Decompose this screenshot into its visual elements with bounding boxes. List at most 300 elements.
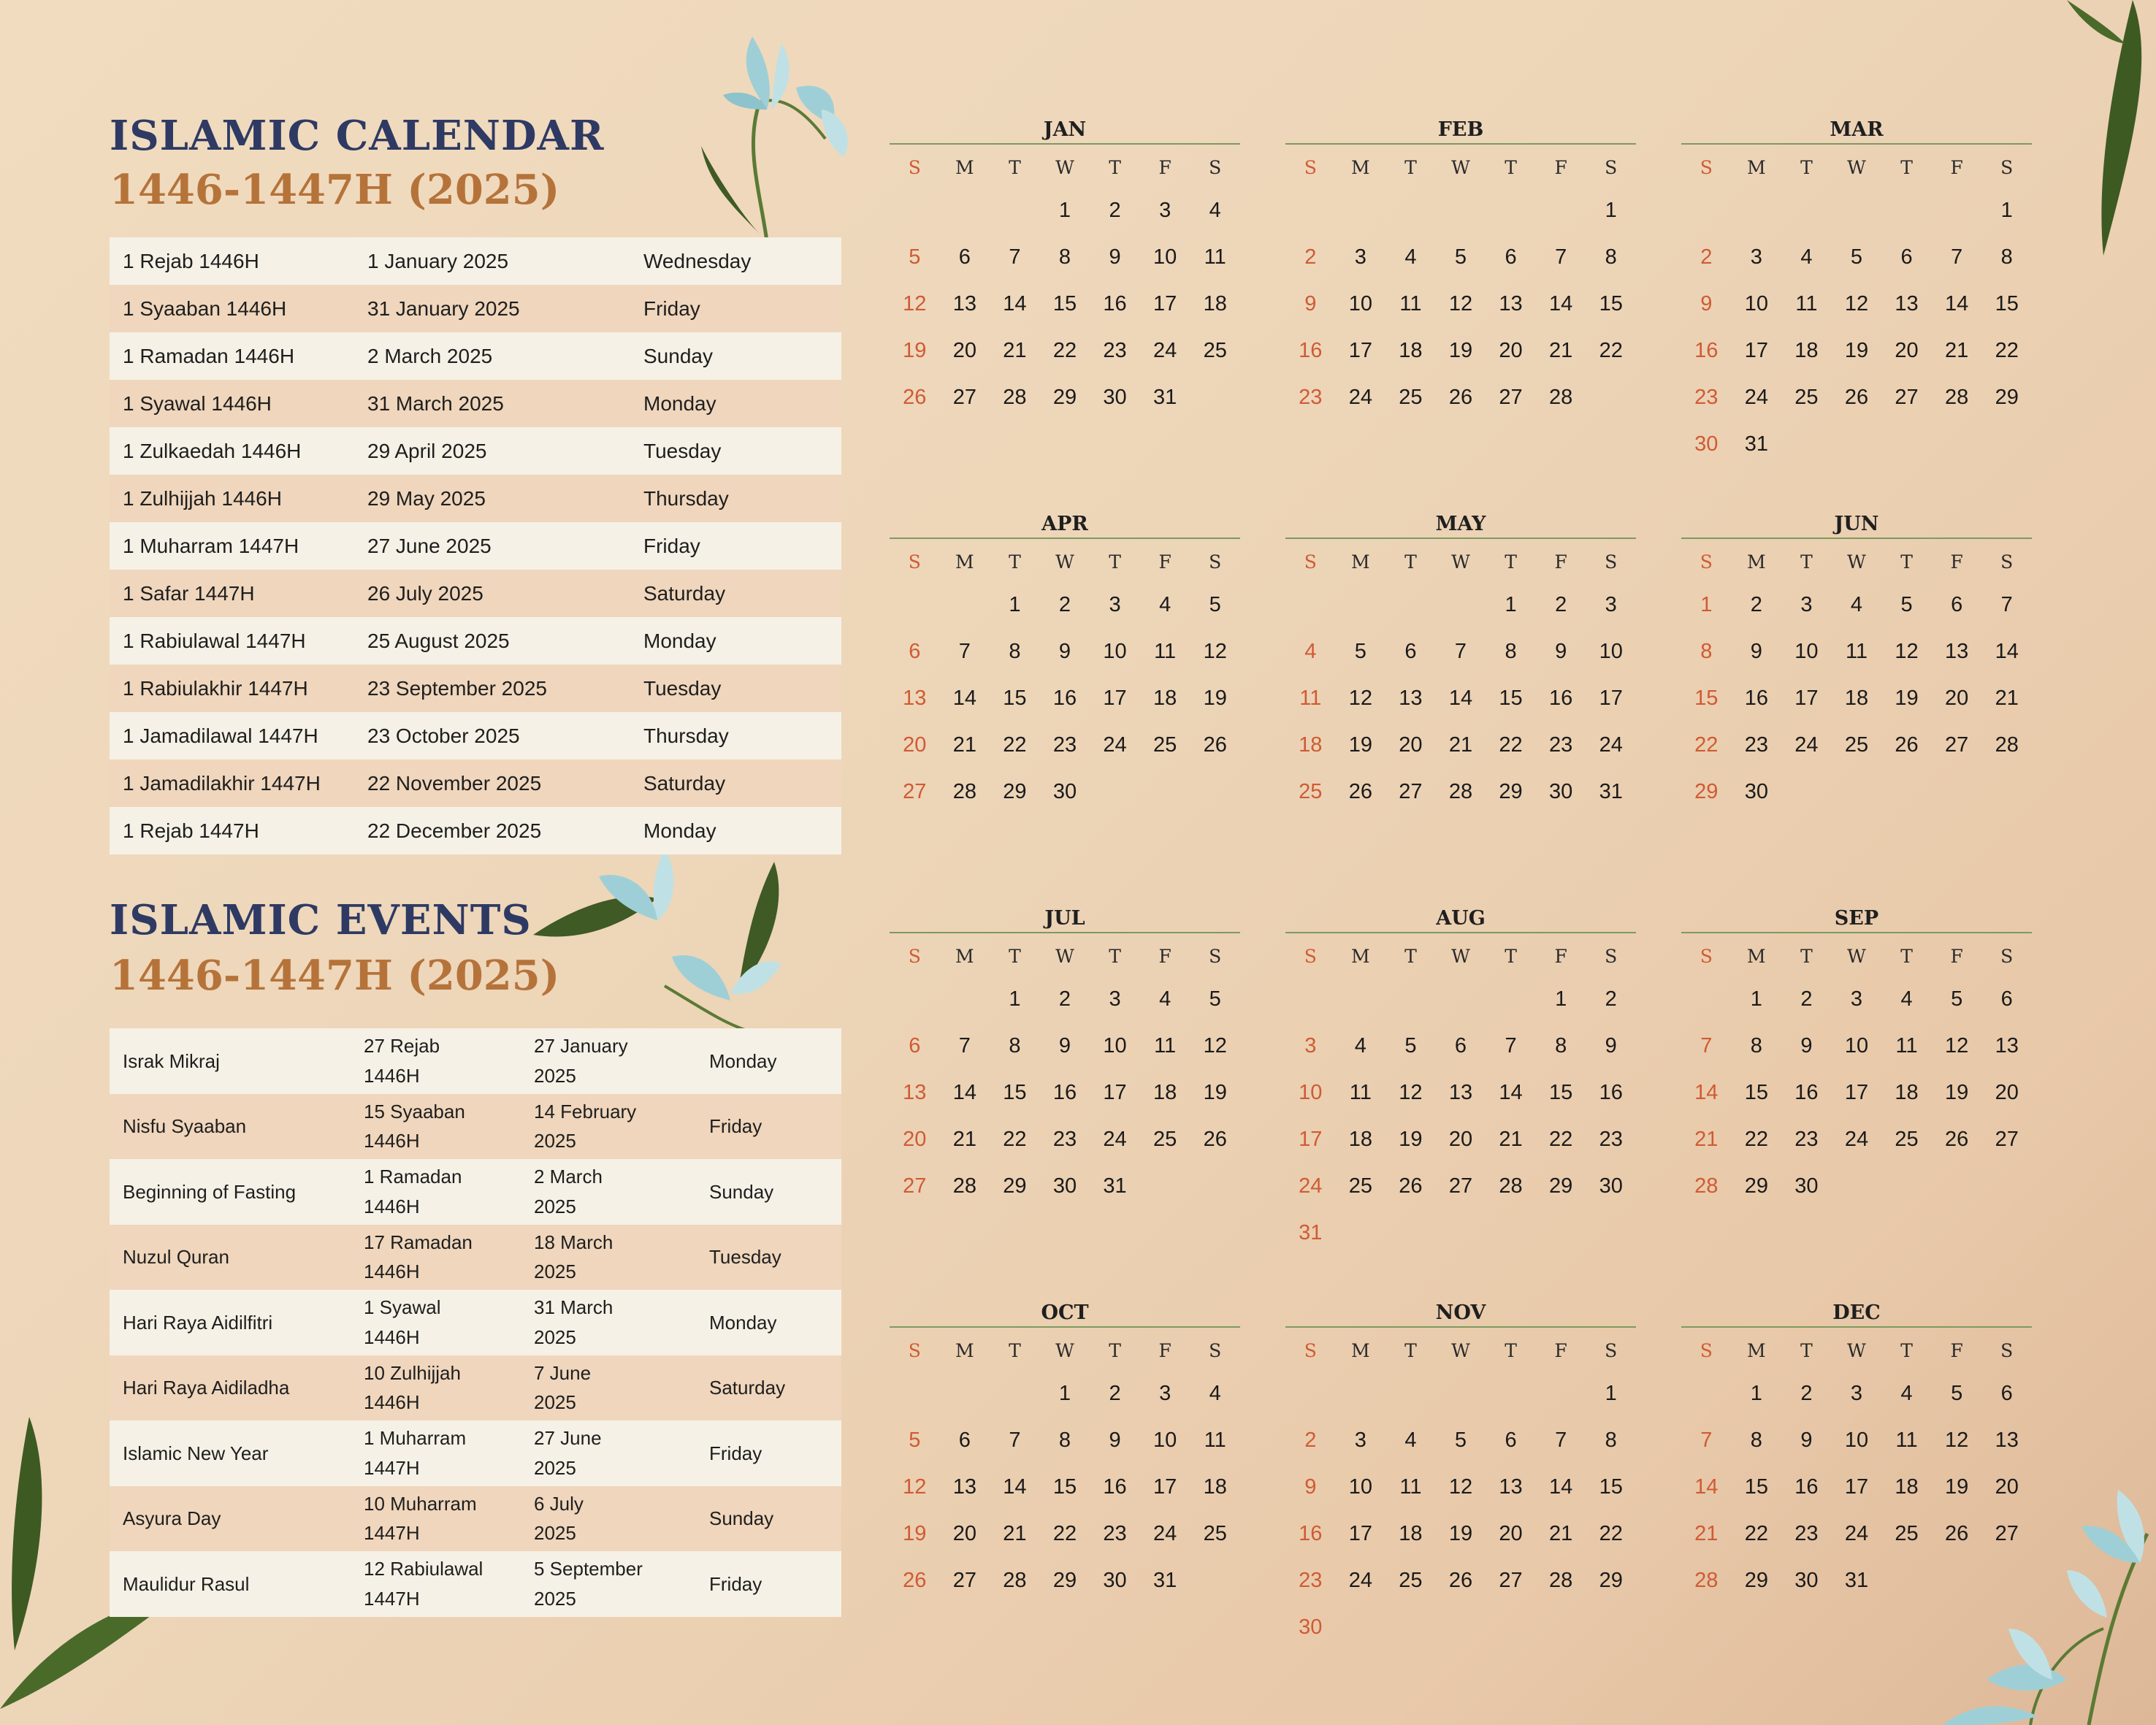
gregorian-date-cell: 29 April 2025 [367, 439, 487, 462]
day-cell: 7 [2000, 593, 2013, 616]
empty-day-cell [990, 1370, 1040, 1417]
day-cell: 11 [1349, 1081, 1372, 1104]
day-cell: 27 [1499, 386, 1523, 409]
day-cell: 2 [1800, 987, 1813, 1011]
day-cell: 31 [1103, 1174, 1127, 1198]
day-cell: 20 [1895, 339, 1919, 362]
day-cell: 21 [1549, 1522, 1573, 1545]
day-cell: 11 [1154, 1034, 1177, 1057]
day-cell: 10 [1103, 640, 1127, 663]
weekday-label: W [1451, 946, 1470, 967]
day-cell: 18 [1399, 1522, 1423, 1545]
week-row [1285, 1116, 1636, 1163]
weekday-label: S [2000, 157, 2014, 178]
weekday-label: T [1109, 551, 1121, 573]
day-cell: 14 [1694, 1081, 1719, 1104]
day-cell: 26 [1448, 1569, 1473, 1592]
empty-day-cell [1486, 187, 1536, 234]
day-cell: 15 [1003, 686, 1027, 710]
day-cell: 8 [1555, 1034, 1567, 1057]
day-cell: 24 [1299, 1174, 1323, 1198]
day-cell: 16 [1794, 1475, 1819, 1499]
week-row [890, 187, 1240, 234]
day-cell: 20 [1499, 1522, 1523, 1545]
day-cell: 9 [1800, 1428, 1813, 1452]
day-cell: 26 [1203, 733, 1227, 757]
weekday-header-row [890, 149, 1240, 187]
islamic-events-table [110, 1028, 841, 1617]
week-row [1285, 234, 1636, 280]
day-cell: 31 [1744, 432, 1768, 456]
day-cell: 13 [1499, 292, 1523, 315]
day-cell: 4 [1209, 199, 1221, 222]
weekday-label: M [1351, 946, 1370, 967]
event-hijri-day-month: 1 Muharram [364, 1427, 467, 1450]
day-cell: 17 [1348, 1522, 1372, 1545]
day-cell: 10 [1348, 1475, 1372, 1499]
event-gregorian-year: 2025 [534, 1064, 576, 1087]
week-row [1681, 1417, 2032, 1464]
day-cell: 26 [1203, 1128, 1227, 1151]
day-cell: 1 [2000, 199, 2013, 222]
day-cell: 2 [1700, 245, 1713, 269]
day-cell: 16 [1794, 1081, 1819, 1104]
day-cell: 13 [1995, 1034, 2019, 1057]
table-row [110, 1355, 841, 1421]
weekday-label: S [1304, 946, 1317, 967]
weekday-label: S [2000, 551, 2014, 573]
day-cell: 27 [952, 1569, 976, 1592]
table-row [110, 427, 841, 475]
empty-day-cell [1285, 581, 1336, 628]
day-cell: 26 [1945, 1128, 1969, 1151]
day-cell: 20 [1499, 339, 1523, 362]
day-cell: 5 [1900, 593, 1913, 616]
day-cell: 12 [1348, 686, 1372, 710]
day-cell: 27 [1995, 1522, 2019, 1545]
day-cell: 26 [903, 386, 927, 409]
day-cell: 14 [952, 1081, 976, 1104]
weekday-label: T [1505, 1340, 1517, 1361]
week-row [1681, 1370, 2032, 1417]
weekday-header-row [1285, 543, 1636, 581]
weekday-label: S [1304, 157, 1317, 178]
day-cell: 28 [1995, 733, 2019, 757]
day-cell: 16 [1299, 1522, 1323, 1545]
weekday-cell: Saturday [643, 581, 726, 605]
weekday-header-row [890, 938, 1240, 976]
day-cell: 3 [1354, 1428, 1366, 1452]
event-hijri-day-month: 10 Zulhijjah [364, 1361, 461, 1384]
day-cell: 1 [1750, 1382, 1762, 1405]
day-cell: 8 [1058, 245, 1071, 269]
week-row [890, 1163, 1240, 1209]
day-cell: 28 [1945, 386, 1969, 409]
day-cell: 6 [2000, 987, 2013, 1011]
day-cell: 5 [909, 1428, 921, 1452]
weekday-label: M [1351, 551, 1370, 573]
day-cell: 25 [1299, 780, 1323, 803]
weekday-label: W [1451, 157, 1470, 178]
day-cell: 4 [1159, 987, 1171, 1011]
day-cell: 2 [1750, 593, 1762, 616]
month-name: FEB [1437, 118, 1484, 141]
weekday-label: M [955, 1340, 974, 1361]
hijri-date-cell: 1 Jamadilawal 1447H [123, 724, 318, 747]
hijri-date-cell: 1 Syawal 1446H [123, 391, 272, 415]
week-row [890, 581, 1240, 628]
empty-day-cell [1336, 1370, 1386, 1417]
day-cell: 3 [1159, 1382, 1171, 1405]
day-cell: 11 [1154, 640, 1177, 663]
day-cell: 20 [903, 733, 927, 757]
day-cell: 1 [1505, 593, 1517, 616]
gregorian-date-cell: 26 July 2025 [367, 581, 483, 605]
day-cell: 13 [952, 292, 976, 315]
day-cell: 24 [1348, 1569, 1372, 1592]
day-cell: 3 [1109, 593, 1121, 616]
day-cell: 5 [1951, 1382, 1963, 1405]
day-cell: 15 [1744, 1081, 1768, 1104]
empty-day-cell [1285, 1370, 1336, 1417]
day-cell: 11 [1204, 245, 1226, 269]
day-cell: 13 [1895, 292, 1919, 315]
day-cell: 2 [1058, 987, 1071, 1011]
weekday-label: S [2000, 1340, 2014, 1361]
day-cell: 16 [1299, 339, 1323, 362]
day-cell: 22 [1744, 1522, 1768, 1545]
day-cell: 27 [952, 386, 976, 409]
weekday-label: T [1404, 1340, 1417, 1361]
month-name: NOV [1435, 1301, 1486, 1324]
table-row [110, 522, 841, 570]
month-name: AUG [1436, 907, 1486, 930]
day-cell: 7 [958, 1034, 971, 1057]
hijri-date-cell: 1 Safar 1447H [123, 581, 255, 605]
event-name-cell: Maulidur Rasul [123, 1572, 250, 1595]
day-cell: 14 [1945, 292, 1969, 315]
day-cell: 25 [1844, 733, 1869, 757]
day-cell: 20 [952, 339, 976, 362]
weekday-label: T [1404, 551, 1417, 573]
event-hijri-year: 1446H [364, 1130, 420, 1152]
empty-day-cell [1436, 187, 1486, 234]
day-cell: 15 [1694, 686, 1719, 710]
day-cell: 25 [1203, 339, 1227, 362]
day-cell: 11 [1299, 686, 1322, 710]
gregorian-date-cell: 29 May 2025 [367, 486, 486, 510]
event-hijri-day-month: 1 Ramadan [364, 1166, 462, 1188]
week-row [890, 327, 1240, 374]
empty-day-cell [990, 187, 1040, 234]
month-jan [890, 117, 1240, 421]
day-cell: 15 [1599, 1475, 1623, 1499]
day-cell: 10 [1103, 1034, 1127, 1057]
day-cell: 16 [1052, 686, 1077, 710]
week-row [1681, 1069, 2032, 1116]
day-cell: 2 [1304, 245, 1317, 269]
weekday-label: T [1109, 157, 1121, 178]
day-cell: 24 [1103, 1128, 1127, 1151]
month-name: MAY [1435, 513, 1486, 535]
week-row [890, 675, 1240, 722]
day-cell: 21 [1995, 686, 2019, 710]
empty-day-cell [1932, 187, 1982, 234]
event-hijri-date-cell [351, 1420, 521, 1486]
week-row [890, 1464, 1240, 1510]
month-aug [1285, 906, 1636, 1256]
month-name: SEP [1834, 907, 1879, 930]
day-cell: 15 [1549, 1081, 1573, 1104]
weekday-cell: Friday [643, 297, 700, 320]
empty-day-cell [940, 581, 990, 628]
table-row [110, 1159, 841, 1225]
event-gregorian-day-month: 6 July [534, 1492, 584, 1515]
gregorian-date-cell: 1 January 2025 [367, 249, 509, 272]
day-cell: 13 [1995, 1428, 2019, 1452]
month-sep [1681, 906, 2032, 1209]
day-cell: 6 [1951, 593, 1963, 616]
empty-day-cell [1285, 976, 1336, 1022]
weekday-header-row [1285, 938, 1636, 976]
empty-day-cell [1881, 187, 1932, 234]
gregorian-date-cell: 2 March 2025 [367, 344, 493, 367]
day-cell: 5 [1850, 245, 1863, 269]
calendar-title: ISLAMIC CALENDAR [110, 112, 605, 160]
day-cell: 2 [1109, 1382, 1121, 1405]
weekday-label: T [1109, 1340, 1121, 1361]
weekday-cell: Thursday [643, 486, 729, 510]
day-cell: 18 [1203, 1475, 1227, 1499]
day-cell: 19 [903, 1522, 927, 1545]
day-cell: 12 [1399, 1081, 1423, 1104]
day-cell: 22 [1003, 1128, 1027, 1151]
month-divider [1681, 932, 2032, 933]
event-gregorian-date-cell [521, 1028, 696, 1094]
hijri-date-cell: 1 Syaaban 1446H [123, 297, 287, 320]
month-feb [1285, 117, 1636, 421]
day-cell: 25 [1153, 1128, 1177, 1151]
event-hijri-day-month: 17 Ramadan [364, 1231, 473, 1253]
weekday-label: S [1209, 1340, 1222, 1361]
weekday-label: S [1209, 551, 1222, 573]
day-cell: 5 [1404, 1034, 1417, 1057]
week-row [1681, 1510, 2032, 1557]
day-cell: 15 [1744, 1475, 1768, 1499]
day-cell: 15 [1052, 292, 1077, 315]
event-name-cell: Beginning of Fasting [123, 1180, 297, 1203]
event-hijri-day-month: 15 Syaaban [364, 1100, 465, 1122]
weekday-label: M [955, 551, 974, 573]
event-gregorian-year: 2025 [534, 1261, 576, 1283]
event-hijri-date-cell [351, 1159, 521, 1225]
day-cell: 10 [1599, 640, 1623, 663]
day-cell: 7 [1555, 245, 1567, 269]
month-dec [1681, 1300, 2032, 1604]
weekday-label: T [1800, 157, 1813, 178]
day-cell: 15 [1052, 1475, 1077, 1499]
empty-day-cell [1385, 187, 1436, 234]
day-cell: 24 [1844, 1522, 1869, 1545]
day-cell: 16 [1549, 686, 1573, 710]
empty-day-cell [940, 187, 990, 234]
empty-day-cell [1336, 187, 1386, 234]
day-cell: 21 [952, 1128, 976, 1151]
day-cell: 24 [1103, 733, 1127, 757]
day-cell: 21 [952, 733, 976, 757]
day-cell: 10 [1844, 1034, 1869, 1057]
weekday-label: T [1505, 551, 1517, 573]
weekday-label: T [1900, 946, 1913, 967]
table-row [110, 1028, 841, 1094]
weekday-label: F [1554, 946, 1567, 967]
day-cell: 28 [1499, 1174, 1523, 1198]
day-cell: 23 [1103, 339, 1127, 362]
leaf-decoration-top-right [2045, 0, 2156, 263]
day-cell: 19 [1399, 1128, 1423, 1151]
day-cell: 7 [958, 640, 971, 663]
event-gregorian-date-cell [521, 1486, 696, 1552]
week-row [1681, 628, 2032, 675]
day-cell: 25 [1895, 1128, 1919, 1151]
day-cell: 23 [1299, 1569, 1323, 1592]
day-cell: 4 [1850, 593, 1863, 616]
weekday-label: T [1505, 946, 1517, 967]
day-cell: 15 [1003, 1081, 1027, 1104]
weekday-label: F [1950, 1340, 1963, 1361]
day-cell: 16 [1103, 1475, 1127, 1499]
day-cell: 30 [1549, 780, 1573, 803]
month-apr [890, 511, 1240, 815]
weekday-label: F [1950, 551, 1963, 573]
event-name-cell: Asyura Day [123, 1507, 221, 1530]
day-cell: 30 [1103, 386, 1127, 409]
day-cell: 10 [1844, 1428, 1869, 1452]
empty-day-cell [1832, 187, 1882, 234]
day-cell: 27 [903, 1174, 927, 1198]
week-row [1681, 976, 2032, 1022]
day-cell: 16 [1599, 1081, 1623, 1104]
day-cell: 23 [1599, 1128, 1623, 1151]
day-cell: 5 [1454, 245, 1467, 269]
day-cell: 14 [1448, 686, 1473, 710]
day-cell: 1 [1009, 987, 1021, 1011]
month-name: JUN [1834, 513, 1879, 535]
day-cell: 16 [1694, 339, 1719, 362]
day-cell: 29 [1003, 1174, 1027, 1198]
day-cell: 3 [1850, 987, 1863, 1011]
month-divider [890, 932, 1240, 933]
month-name: OCT [1041, 1301, 1089, 1324]
event-hijri-date-cell [351, 1028, 521, 1094]
event-weekday-cell: Friday [709, 1572, 762, 1595]
day-cell: 11 [1795, 292, 1818, 315]
day-cell: 17 [1744, 339, 1768, 362]
empty-day-cell [890, 187, 940, 234]
weekday-label: S [1605, 157, 1618, 178]
weekday-label: M [1747, 1340, 1766, 1361]
day-cell: 9 [1304, 1475, 1317, 1499]
day-cell: 9 [1058, 640, 1071, 663]
day-cell: 29 [1052, 1569, 1077, 1592]
day-cell: 28 [1448, 780, 1473, 803]
empty-day-cell [890, 976, 940, 1022]
week-row [1285, 1069, 1636, 1116]
weekday-label: S [2000, 946, 2014, 967]
day-cell: 14 [1694, 1475, 1719, 1499]
day-cell: 4 [1159, 593, 1171, 616]
empty-day-cell [940, 1370, 990, 1417]
day-cell: 13 [903, 686, 927, 710]
event-gregorian-date-cell [521, 1094, 696, 1160]
day-cell: 4 [1900, 1382, 1913, 1405]
empty-day-cell [1781, 187, 1832, 234]
day-cell: 8 [1058, 1428, 1071, 1452]
day-cell: 23 [1794, 1128, 1819, 1151]
day-cell: 28 [952, 1174, 976, 1198]
weekday-label: F [1554, 157, 1567, 178]
day-cell: 8 [1009, 640, 1021, 663]
week-row [890, 1557, 1240, 1604]
day-cell: 12 [1448, 292, 1473, 315]
weekday-label: M [955, 157, 974, 178]
day-cell: 28 [1549, 386, 1573, 409]
day-cell: 16 [1744, 686, 1768, 710]
week-row [1285, 1022, 1636, 1069]
empty-day-cell [1436, 1370, 1486, 1417]
hijri-date-cell: 1 Zulhijjah 1446H [123, 486, 282, 510]
day-cell: 7 [1009, 1428, 1021, 1452]
event-gregorian-day-month: 27 June [534, 1427, 602, 1450]
day-cell: 13 [952, 1475, 976, 1499]
day-cell: 19 [1448, 339, 1473, 362]
day-cell: 1 [1058, 1382, 1071, 1405]
week-row [1285, 722, 1636, 768]
day-cell: 30 [1052, 780, 1077, 803]
day-cell: 30 [1599, 1174, 1623, 1198]
day-cell: 26 [1895, 733, 1919, 757]
day-cell: 13 [903, 1081, 927, 1104]
day-cell: 23 [1694, 386, 1719, 409]
day-cell: 22 [1599, 1522, 1623, 1545]
week-row [1681, 768, 2032, 815]
day-cell: 4 [1800, 245, 1813, 269]
week-row [1285, 675, 1636, 722]
day-cell: 26 [1945, 1522, 1969, 1545]
day-cell: 17 [1599, 686, 1623, 710]
week-row [1285, 187, 1636, 234]
weekday-header-row [890, 1332, 1240, 1370]
day-cell: 18 [1794, 339, 1819, 362]
weekday-cell: Tuesday [643, 439, 722, 462]
day-cell: 1 [1605, 199, 1617, 222]
event-hijri-day-month: 10 Muharram [364, 1492, 477, 1515]
week-row [1681, 374, 2032, 421]
day-cell: 30 [1103, 1569, 1127, 1592]
day-cell: 8 [1605, 1428, 1617, 1452]
gregorian-date-cell: 25 August 2025 [367, 629, 510, 652]
day-cell: 10 [1744, 292, 1768, 315]
weekday-label: W [1451, 551, 1470, 573]
event-weekday-cell: Monday [709, 1049, 777, 1072]
day-cell: 27 [1448, 1174, 1473, 1198]
table-row [110, 1290, 841, 1355]
day-cell: 27 [1995, 1128, 2019, 1151]
day-cell: 26 [903, 1569, 927, 1592]
event-hijri-date-cell [351, 1551, 521, 1617]
month-nov [1285, 1300, 1636, 1651]
day-cell: 21 [1499, 1128, 1523, 1151]
